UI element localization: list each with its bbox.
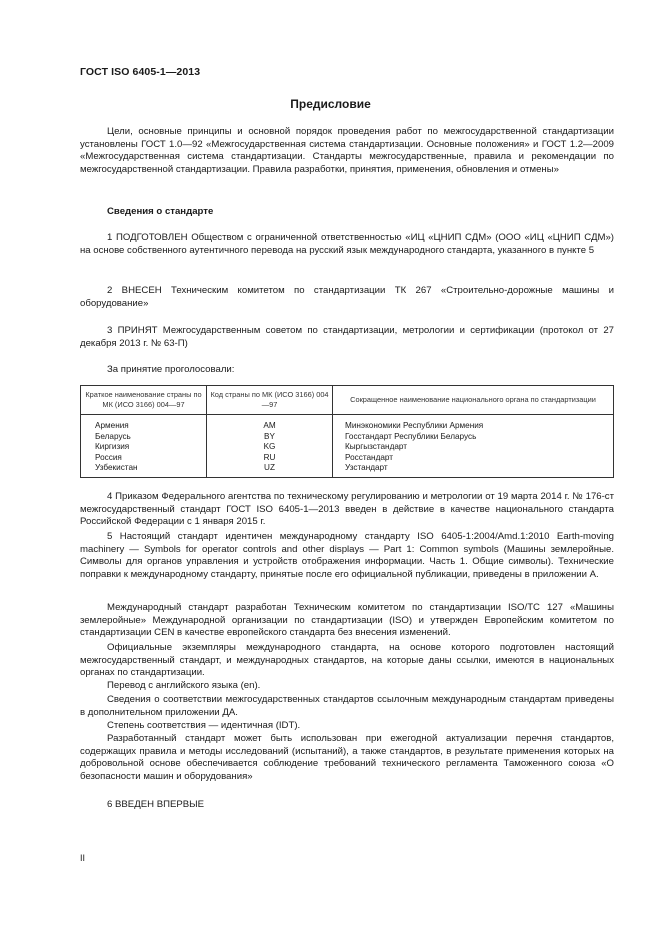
body-cell: Минэкономики Республики Армения bbox=[333, 415, 614, 432]
section-heading: Сведения о стандарте bbox=[107, 206, 214, 217]
column-header-code: Код страны по МК (ИСО 3166) 004—97 bbox=[207, 386, 333, 415]
code-cell: UZ bbox=[207, 463, 333, 477]
table-row bbox=[81, 415, 614, 432]
page-number: II bbox=[80, 853, 86, 863]
item-2-paragraph: 2 ВНЕСЕН Техническим комитетом по стандартизации ТК 267 «Строительно-дорожные машины и оборудование» bbox=[80, 285, 614, 309]
developer-paragraph: Международный стандарт разработан Техническим комитетом по стандартизации ISO/TC 127 «Машины землеройные» Международной организации по стандартизации (ISO) и утвержден Европейским комитетом по стандартизации CEN в качестве европейского стандарта без внесения изменений. bbox=[80, 602, 614, 639]
item-5-paragraph: 5 Настоящий стандарт идентичен международному стандарту ISO 6405-1:2004/Amd.1:2010 Earth-moving machinery — Symbols for operator controls and other displays — Part 1: Common symbols (Машины землеройные. Символы для органов управления и устройств отображения информации. Часть 1. Общие символы). Технические поправки к международному стандарту, принятые после его официальной публикации, приведены в приложении А. bbox=[80, 531, 614, 580]
code-cell: RU bbox=[207, 453, 333, 464]
references-paragraph: Сведения о соответствии межгосударственных стандартов ссылочным международным стандартам приведены в дополнительном приложении ДА. bbox=[80, 694, 614, 718]
item-6-paragraph: 6 ВВЕДЕН ВПЕРВЫЕ bbox=[107, 799, 205, 810]
item-1-paragraph: 1 ПОДГОТОВЛЕН Обществом с ограниченной ответственностью «ИЦ «ЦНИП СДМ» (ООО «ИЦ «ЦНИП СДМ») на основе собственного аутентичного перевода на русский язык международного стандарта, указанного в пункте 5 bbox=[80, 232, 614, 256]
country-cell: Узбекистан bbox=[81, 463, 207, 477]
item-3-paragraph: 3 ПРИНЯТ Межгосударственным советом по стандартизации, метрологии и сертификации (протокол от 27 декабря 2013 г. № 63-П) bbox=[80, 325, 614, 349]
body-cell: Узстандарт bbox=[333, 463, 614, 477]
code-cell: BY bbox=[207, 432, 333, 443]
intro-paragraph: Цели, основные принципы и основной порядок проведения работ по межгосударственной стандартизации установлены ГОСТ 1.0—92 «Межгосударственная система стандартизации. Основные положения» и ГОСТ 1.2—2009 «Межгосударственная система стандартизации. Стандарты межгосударственные, правила и рекомендации по межгосударственной стандартизации. Правила разработки, принятия, применения, обновления и отмены» bbox=[80, 126, 614, 175]
table-row bbox=[81, 432, 614, 443]
body-cell: Госстандарт Республики Беларусь bbox=[333, 432, 614, 443]
column-header-body: Сокращенное наименование национального органа по стандартизации bbox=[333, 386, 614, 415]
page-title: Предисловие bbox=[290, 97, 371, 111]
body-cell: Кыргызстандарт bbox=[333, 442, 614, 453]
code-cell: AM bbox=[207, 415, 333, 432]
code-cell: KG bbox=[207, 442, 333, 453]
country-cell: Россия bbox=[81, 453, 207, 464]
vote-intro-text: За принятие проголосовали: bbox=[107, 364, 235, 375]
usage-paragraph: Разработанный стандарт может быть использован при ежегодной актуализации перечня стандартов, содержащих правила и методы исследований (испытаний), а также стандартов, в результате применения которых на добровольной основе обеспечивается соблюдение требований технического регламента Таможенного союза «О безопасности машин и оборудования» bbox=[80, 733, 614, 782]
degree-paragraph: Степень соответствия — идентичная (IDT). bbox=[107, 720, 301, 731]
table-row bbox=[81, 453, 614, 464]
official-copies-paragraph: Официальные экземпляры международного стандарта, на основе которого подготовлен настоящий межгосударственный стандарт, и международных стандартов, на которые даны ссылки, имеются в национальных органах по стандартизации. bbox=[80, 642, 614, 679]
country-cell: Киргизия bbox=[81, 442, 207, 453]
document-header: ГОСТ ISO 6405-1—2013 bbox=[80, 66, 201, 78]
member-states-table bbox=[80, 385, 614, 478]
country-cell: Беларусь bbox=[81, 432, 207, 443]
body-cell: Росстандарт bbox=[333, 453, 614, 464]
table-row bbox=[81, 442, 614, 453]
item-4-paragraph: 4 Приказом Федерального агентства по техническому регулированию и метрологии от 19 марта 2014 г. № 176-ст межгосударственный стандарт ГОСТ ISO 6405-1—2013 введен в действие в качестве национального стандарта Российской Федерации с 1 января 2015 г. bbox=[80, 491, 614, 528]
column-header-country: Краткое наименование страны по МК (ИСО 3166) 004—97 bbox=[81, 386, 207, 415]
country-cell: Армения bbox=[81, 415, 207, 432]
table-header-row bbox=[81, 386, 614, 415]
table-row bbox=[81, 463, 614, 477]
translation-paragraph: Перевод с английского языка (en). bbox=[107, 680, 261, 691]
